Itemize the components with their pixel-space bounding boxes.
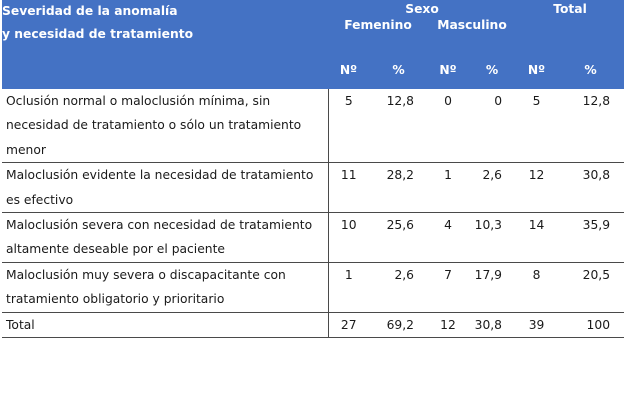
cell-fem-n: 27: [328, 312, 369, 337]
header-masc-pct: %: [468, 62, 516, 89]
row-label: Maloclusión severa con necesidad de tratamiento altamente deseable por el paciente: [2, 213, 328, 263]
cell-masc-n: 4: [428, 213, 468, 263]
cell-tot-n: 5: [516, 89, 557, 163]
severity-table: [2, 0, 624, 338]
cell-fem-pct: 12,8: [369, 89, 428, 163]
cell-masc-n: 0: [428, 89, 468, 163]
cell-fem-pct: 28,2: [369, 163, 428, 213]
cell-tot-n: 12: [516, 163, 557, 213]
table-row: [2, 163, 624, 213]
row-label: Oclusión normal o maloclusión mínima, sin necesidad de tratamiento o sólo un tratamiento menor: [2, 89, 328, 163]
cell-masc-n: 7: [428, 262, 468, 312]
cell-masc-pct: 17,9: [468, 262, 516, 312]
header-masculino: Masculino: [428, 18, 516, 62]
cell-tot-pct: 20,5: [557, 262, 624, 312]
cell-fem-n: 10: [328, 213, 369, 263]
cell-fem-pct: 2,6: [369, 262, 428, 312]
header-title-line1: Severidad de la anomalía: [2, 4, 178, 18]
cell-fem-n: 5: [328, 89, 369, 163]
cell-tot-n: 8: [516, 262, 557, 312]
cell-masc-pct: 10,3: [468, 213, 516, 263]
header-tot-n: Nº: [516, 62, 557, 89]
cell-masc-pct: 30,8: [468, 312, 516, 337]
table-row: [2, 89, 624, 163]
cell-masc-pct: 2,6: [468, 163, 516, 213]
cell-fem-n: 11: [328, 163, 369, 213]
header-fem-n: Nº: [328, 62, 369, 89]
cell-masc-n: 1: [428, 163, 468, 213]
header-femenino: Femenino: [328, 18, 428, 62]
header-tot-pct: %: [557, 62, 624, 89]
cell-fem-pct: 25,6: [369, 213, 428, 263]
cell-fem-pct: 69,2: [369, 312, 428, 337]
header-title: [2, 0, 328, 62]
table-row: [2, 213, 624, 263]
header-total-spacer: [516, 18, 624, 62]
cell-fem-n: 1: [328, 262, 369, 312]
header-sexo: Sexo: [328, 0, 516, 18]
row-label: Total: [2, 312, 328, 337]
row-label: Maloclusión muy severa o discapacitante con tratamiento obligatorio y prioritario: [2, 262, 328, 312]
table-row-total: [2, 312, 624, 337]
cell-masc-pct: 0: [468, 89, 516, 163]
cell-tot-pct: 100: [557, 312, 624, 337]
header-fem-pct: %: [369, 62, 428, 89]
header-masc-n: Nº: [428, 62, 468, 89]
cell-tot-n: 39: [516, 312, 557, 337]
header-total: Total: [516, 0, 624, 18]
cell-masc-n: 12: [428, 312, 468, 337]
cell-tot-pct: 30,8: [557, 163, 624, 213]
header-title-line2: y necesidad de tratamiento: [2, 27, 194, 41]
cell-tot-pct: 12,8: [557, 89, 624, 163]
cell-tot-pct: 35,9: [557, 213, 624, 263]
table-row: [2, 262, 624, 312]
header-unit-spacer: [2, 62, 328, 89]
row-label: Maloclusión evidente la necesidad de tratamiento es efectivo: [2, 163, 328, 213]
cell-tot-n: 14: [516, 213, 557, 263]
